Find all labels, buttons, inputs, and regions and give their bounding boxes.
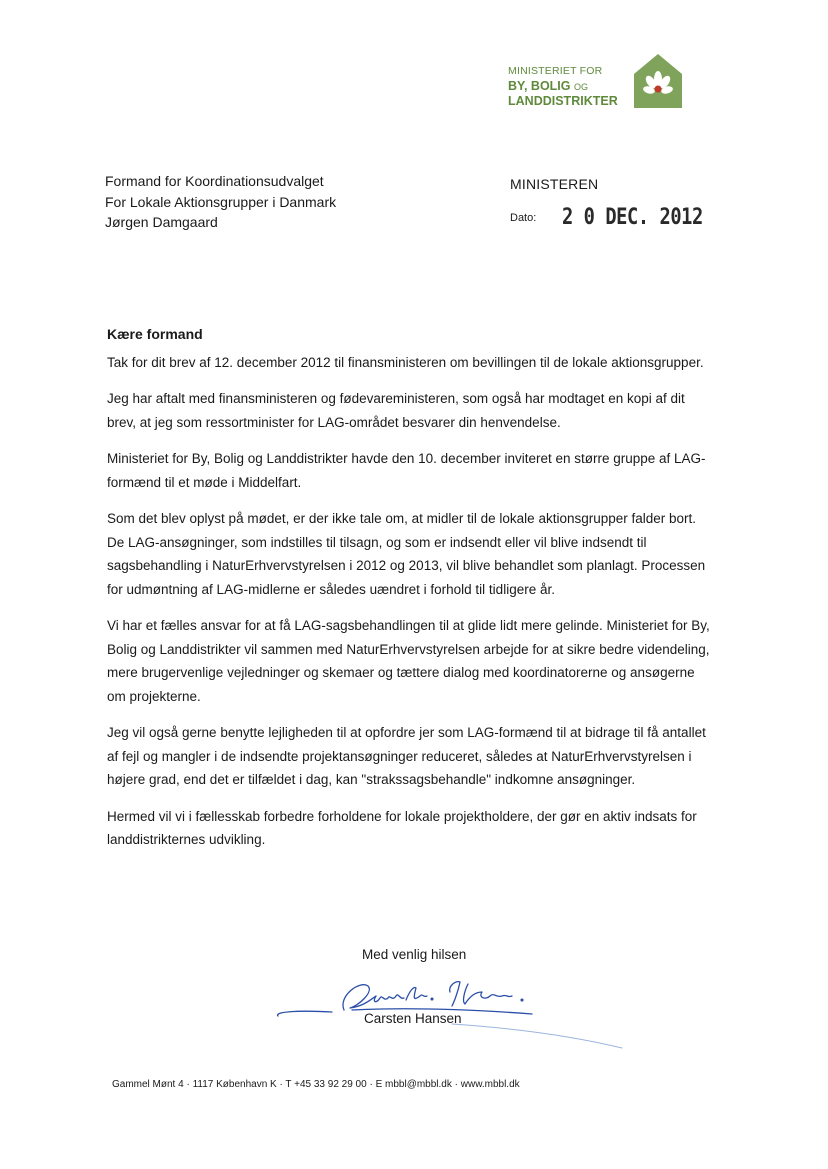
paragraph: Ministeriet for By, Bolig og Landdistrikter havde den 10. december inviteret en større gruppe af LAG-formænd til et møde i Middelfart. (107, 451, 706, 490)
sender-title: MINISTEREN (510, 176, 599, 192)
logo-line-2 (508, 80, 618, 93)
house-flower-icon (629, 52, 687, 110)
date-label: Dato: (510, 212, 537, 224)
signer-name: Carsten Hansen (364, 1011, 462, 1026)
date-stamp: 2 0 DEC. 2012 (562, 205, 703, 230)
recipient-name: Jørgen Damgaard (105, 214, 218, 230)
logo-line-2-text: BY, BOLIG (508, 78, 571, 93)
logo-line-1: MINISTERIET FOR (508, 65, 603, 77)
salutation: Kære formand (107, 326, 203, 342)
paragraph: Tak for dit brev af 12. december 2012 til finansministeren om bevillingen til de lokale aktionsgrupper. (107, 354, 704, 370)
ministry-logo (508, 52, 688, 110)
logo-og: OG (574, 81, 589, 92)
recipient-line-1: Formand for Koordinationsudvalget (105, 173, 324, 189)
paragraph: Hermed vil vi i fællesskab forbedre forholdene for lokale projektholdere, der gør en aktiv indsats for landdistrikternes udvikling. (107, 808, 697, 847)
recipient-address (105, 171, 336, 233)
footer-contact: Gammel Mønt 4 · 1117 København K · T +45 33 92 29 00 · E mbbl@mbbl.dk · www.mbbl.dk (112, 1079, 520, 1090)
logo-wordmark (508, 66, 618, 108)
paragraph: Jeg har aftalt med finansministeren og fødevareministeren, som også har modtaget en kopi af dit brev, at jeg som ressortminister for LAG-området besvarer din henvendelse. (107, 391, 685, 430)
paragraph: Vi har et fælles ansvar for at få LAG-sagsbehandlingen til at glide lidt mere gelinde. Ministeriet for By, Bolig og Landdistrikter vil sammen med NaturErhvervstyrelsen arbejde for at sikre bedre videndeling, mere brugervenlige vejledninger og skemaer og tættere dialog med koordinatorerne og ansøgerne om projekterne. (107, 618, 710, 704)
paragraph: Som det blev oplyst på mødet, er der ikke tale om, at midler til de lokale aktionsgrupper falder bort. De LAG-ansøgninger, som indstilles til tilsagn, og som er indsendt eller vil blive indsendt til sagsbehandling i NaturErhvervstyrelsen i 2012 og 2013, vil blive behandlet som planlagt. Processen for udmøntning af LAG-midlerne er således uændret i forhold til tidligere år. (107, 511, 706, 597)
paragraph: Jeg vil også gerne benytte lejligheden til at opfordre jer som LAG-formænd til at bidrage til få antallet af fejl og mangler i de indsendte projektansøgninger reduceret, således at NaturErhvervstyrelsen i højere grad, end det er tilfældet i dag, kan "strakssagsbehandle" indkomne ansøgninger. (107, 725, 706, 787)
recipient-line-2: For Lokale Aktionsgrupper i Danmark (105, 193, 337, 210)
closing: Med venlig hilsen (362, 947, 467, 962)
letter-body (107, 323, 715, 865)
logo-line-3: LANDDISTRIKTER (508, 94, 618, 108)
